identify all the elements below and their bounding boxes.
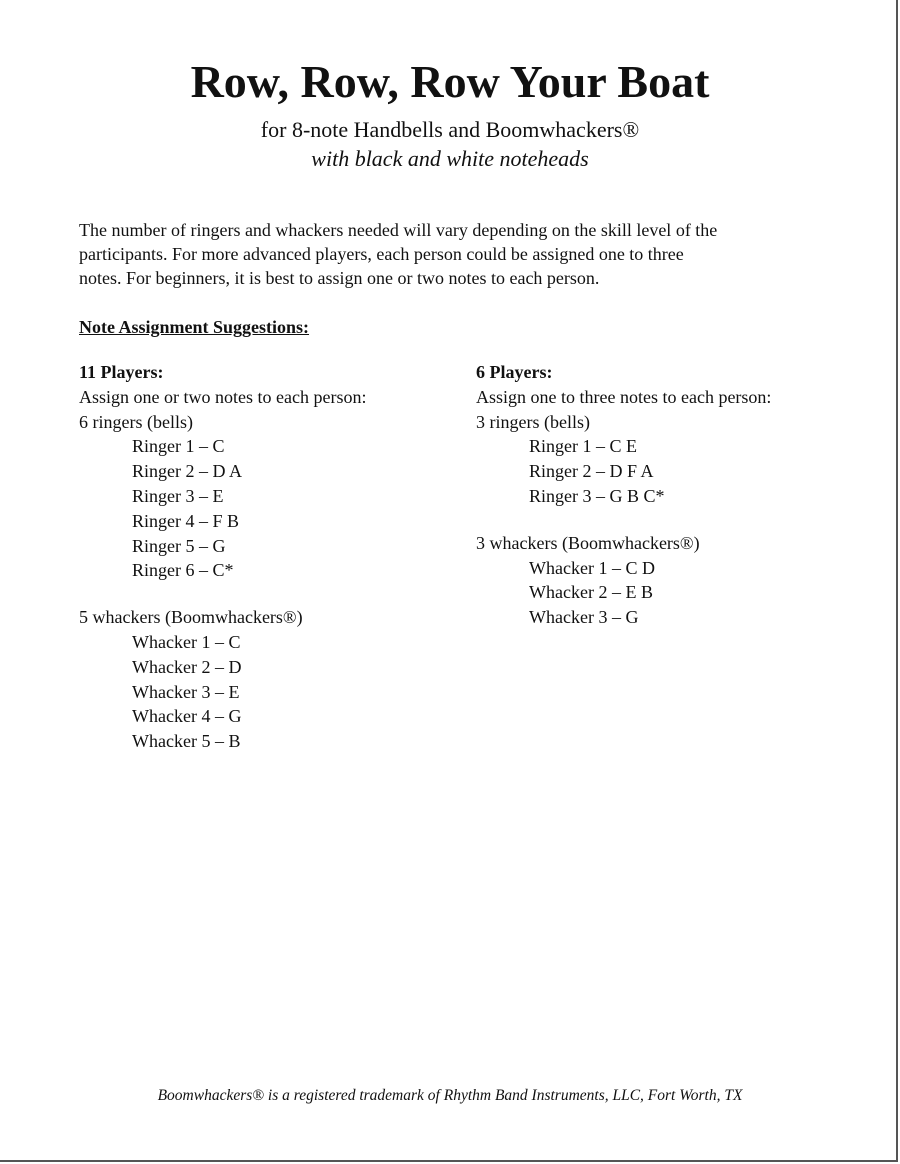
- ringer-assignment: Ringer 1 – C E: [529, 436, 637, 457]
- whacker-assignment: Whacker 4 – G: [132, 706, 242, 727]
- whacker-assignment: Whacker 1 – C D: [529, 557, 655, 578]
- eleven-players-column: [79, 360, 459, 754]
- page-subtitle: for 8-note Handbells and Boomwhackers®: [260, 117, 640, 142]
- intro-line: The number of ringers and whackers needed will vary depending on the skill level of the: [79, 220, 718, 240]
- intro-paragraph: [79, 218, 819, 290]
- whacker-assignment: Whacker 2 – E B: [529, 582, 653, 603]
- ringer-assignment: Ringer 4 – F B: [132, 510, 240, 531]
- whacker-assignment: Whacker 2 – D: [132, 656, 242, 677]
- spacer: [476, 509, 876, 531]
- page-title: Row, Row, Row Your Boat: [190, 56, 710, 107]
- ringer-assignment: Ringer 3 – E: [132, 485, 224, 506]
- six-players-column: [476, 360, 876, 630]
- column-heading: 11 Players:: [79, 362, 164, 382]
- ringer-assignment: Ringer 5 – G: [132, 535, 226, 556]
- ringer-assignment: Ringer 2 – D F A: [529, 461, 654, 482]
- ringer-assignment: Ringer 6 – C*: [132, 560, 234, 581]
- trademark-footer: Boomwhackers® is a registered trademark of Rhythm Band Instruments, LLC, Fort Worth, TX: [157, 1087, 743, 1104]
- whacker-assignment: Whacker 5 – B: [132, 731, 241, 752]
- whacker-assignment: Whacker 3 – G: [529, 607, 639, 628]
- ringer-assignment: Ringer 1 – C: [132, 436, 225, 457]
- intro-line: notes. For beginners, it is best to assign one or two notes to each person.: [79, 268, 600, 288]
- whacker-assignment: Whacker 1 – C: [132, 631, 241, 652]
- column-instruction: Assign one to three notes to each person:: [476, 386, 772, 407]
- whackers-heading: 3 whackers (Boomwhackers®): [476, 532, 700, 553]
- section-heading: Note Assignment Suggestions:: [79, 317, 310, 337]
- page-subtitle-italic: with black and white noteheads: [311, 146, 589, 171]
- column-heading: 6 Players:: [476, 362, 553, 382]
- column-instruction: Assign one or two notes to each person:: [79, 386, 367, 407]
- ringer-assignment: Ringer 2 – D A: [132, 461, 242, 482]
- intro-line: participants. For more advanced players, each person could be assigned one to three: [79, 244, 684, 264]
- whacker-assignment: Whacker 3 – E: [132, 681, 240, 702]
- spacer: [79, 583, 459, 605]
- whackers-heading: 5 whackers (Boomwhackers®): [79, 607, 303, 628]
- ringers-heading: 6 ringers (bells): [79, 411, 193, 432]
- ringers-heading: 3 ringers (bells): [476, 411, 590, 432]
- ringer-assignment: Ringer 3 – G B C*: [529, 485, 665, 506]
